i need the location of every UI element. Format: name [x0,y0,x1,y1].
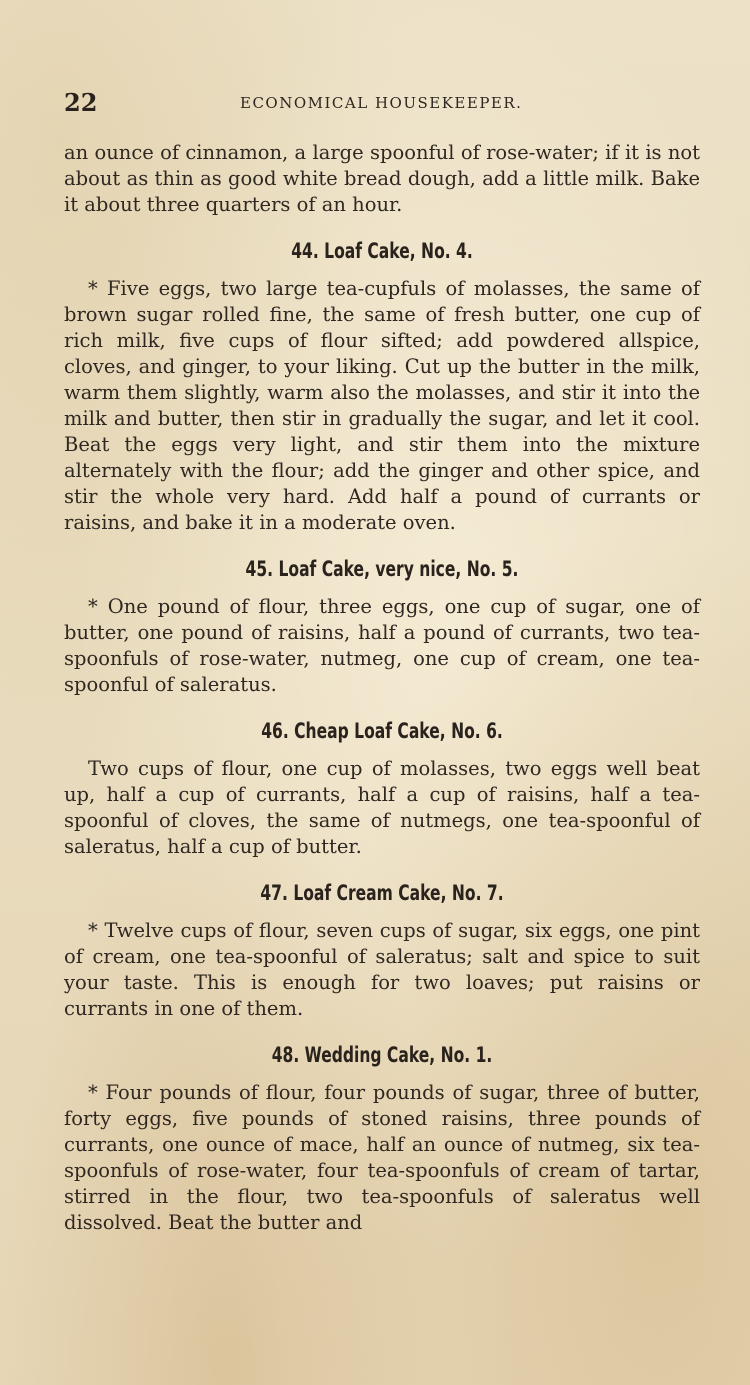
recipe-text: * Five eggs, two large tea-cupfuls of molasses, the same of brown sugar rolled fine, the same of fresh butter, one cup of rich milk, five cups of flour sifted; add powdered allspice, cloves, and ginger, to your liking. Cut up the butter in the milk, warm them slightly, warm also the molasses, and stir it into the milk and butter, then stir in gradually the sugar, and let it cool. Beat the eggs very light, and stir them into the mixture alternately with the flour; add the ginger and other spice, and stir the whole very hard. Add half a pound of currants or raisins, and bake it in a moderate oven. [64,277,700,534]
recipe-heading: 44. Loaf Cake, No. 4. [291,239,473,263]
page-body [64,140,700,1236]
continuation-paragraph: an ounce of cinnamon, a large spoonful of rose-water; if it is not about as thin as good white bread dough, add a little milk. Bake it about three quarters of an hour. [64,141,700,216]
recipe-heading: 46. Cheap Loaf Cake, No. 6. [261,719,503,743]
recipe-heading: 47. Loaf Cream Cake, No. 7. [260,881,504,905]
recipe-text: * Four pounds of flour, four pounds of sugar, three of butter, forty eggs, five pounds of stoned raisins, three pounds of currants, one ounce of mace, half an ounce of nutmeg, six tea-spoonfuls of rose-water, four tea-spoonfuls of cream of tartar, stirred in the flour, two tea-spoonfuls of saleratus well dissolved. Beat the butter and [64,1081,700,1234]
page-header [64,88,700,118]
running-head: ECONOMICAL HOUSEKEEPER. [240,94,523,112]
recipe-text: Two cups of flour, one cup of molasses, two eggs well beat up, half a cup of currants, half a cup of raisins, half a tea-spoonful of cloves, the same of nutmegs, one tea-spoonful of saleratus, half a cup of butter. [64,757,700,858]
recipe-heading: 45. Loaf Cake, very nice, No. 5. [245,557,519,581]
page-number: 22 [64,88,98,117]
recipe-text: * Twelve cups of flour, seven cups of sugar, six eggs, one pint of cream, one tea-spoonful of saleratus; salt and spice to suit your taste. This is enough for two loaves; put raisins or currants in one of them. [64,919,700,1020]
recipe-text: * One pound of flour, three eggs, one cup of sugar, one of butter, one pound of raisins, half a pound of currants, two tea-spoonfuls of rose-water, nutmeg, one cup of cream, one tea-spoonful of saleratus. [64,595,700,696]
recipe-heading: 48. Wedding Cake, No. 1. [271,1043,493,1067]
